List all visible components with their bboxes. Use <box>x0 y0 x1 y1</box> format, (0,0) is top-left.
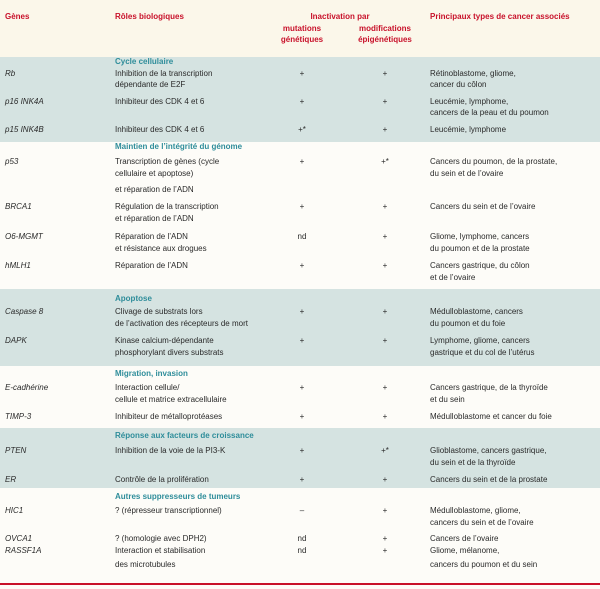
mutation-value: + <box>299 157 305 166</box>
cancer-line: cancers du poumon et du sein <box>430 560 538 569</box>
section-cycle-cellulaire <box>0 57 600 142</box>
gene-name: TIMP-3 <box>5 412 32 421</box>
epigenetic-value: + <box>382 475 388 484</box>
section-autres-suppresseurs <box>0 488 600 583</box>
table-row <box>0 124 600 140</box>
epigenetic-value: + <box>382 97 388 106</box>
mutation-value: + <box>299 475 305 484</box>
epigenetic-value: + <box>382 383 388 392</box>
section-title: Cycle cellulaire <box>115 57 174 66</box>
section-title: Migration, invasion <box>115 369 188 378</box>
header-epigenetiques: épigénétiques <box>358 35 412 44</box>
section-apoptose <box>0 289 600 366</box>
table-row <box>0 201 600 229</box>
table-row <box>0 382 600 410</box>
mutation-value: + <box>299 307 305 316</box>
epigenetic-value: + <box>382 232 388 241</box>
mutation-value: nd <box>297 534 307 543</box>
cancer-line: Leucémie, lymphome <box>430 125 507 134</box>
cancer-line: du sein et de la thyroïde <box>430 458 516 467</box>
epigenetic-value: + <box>382 336 388 345</box>
role-line: Inhibiteur des CDK 4 et 6 <box>115 97 205 106</box>
role-line: Inhibiteur de métalloprotéases <box>115 412 223 421</box>
cancer-line: Cancers du sein et de la prostate <box>430 475 548 484</box>
epigenetic-value: + <box>382 307 388 316</box>
cancer-line: Médulloblastome, gliome, <box>430 506 521 515</box>
role-line: Régulation de la transcription <box>115 202 219 211</box>
gene-name: RASSF1A <box>5 546 42 555</box>
cancer-line: Médulloblastome, cancers <box>430 307 523 316</box>
table-row <box>0 96 600 122</box>
cancer-line: gastrique et du col de l’utérus <box>430 348 535 357</box>
section-integrite-genome <box>0 142 600 289</box>
header-genetiques: génétiques <box>280 35 324 44</box>
cancer-line: Médulloblastome et cancer du foie <box>430 412 552 421</box>
cancer-line: du poumon et de la prostate <box>430 244 530 253</box>
epigenetic-value: + <box>382 125 388 134</box>
epigenetic-value: + <box>382 69 388 78</box>
mutation-value: + <box>299 412 305 421</box>
cancer-line: Gliome, mélanome, <box>430 546 500 555</box>
cancer-line: cancers de la peau et du poumon <box>430 108 549 117</box>
gene-name: p16 INK4A <box>5 97 44 106</box>
mutation-value: nd <box>297 232 307 241</box>
table-row <box>0 335 600 363</box>
table-row <box>0 474 600 488</box>
cancer-line: du sein et de l’ovaire <box>430 169 504 178</box>
header-genes: Gènes <box>5 12 30 21</box>
header-mutations: mutations <box>282 24 322 33</box>
epigenetic-value: + <box>382 261 388 270</box>
mutation-value: + <box>299 202 305 211</box>
role-line: Inhibiteur des CDK 4 et 6 <box>115 125 205 134</box>
role-line: et réparation de l’ADN <box>115 214 194 223</box>
table-row <box>0 545 600 573</box>
role-line: Réparation de l’ADN <box>115 232 188 241</box>
section-title: Maintien de l’intégrité du génome <box>115 142 243 151</box>
header-inactivation: Inactivation par <box>310 12 370 21</box>
section-facteurs-croissance <box>0 428 600 488</box>
cancer-line: Gliome, lymphome, cancers <box>430 232 530 241</box>
gene-name: hMLH1 <box>5 261 31 270</box>
table-bottom-rule <box>0 583 600 585</box>
gene-name: Rb <box>5 69 16 78</box>
mutation-value: + <box>299 336 305 345</box>
role-line: Inhibition de la transcription <box>115 69 213 78</box>
cancer-line: Cancers de l’ovaire <box>430 534 499 543</box>
epigenetic-value: + <box>382 202 388 211</box>
role-line: des microtubules <box>115 560 176 569</box>
cancer-line: Cancers du sein et de l’ovaire <box>430 202 536 211</box>
section-title: Réponse aux facteurs de croissance <box>115 431 254 440</box>
gene-name: ER <box>5 475 17 484</box>
role-line: Contrôle de la prolifération <box>115 475 209 484</box>
epigenetic-value: + <box>382 506 388 515</box>
cancer-line: Leucémie, lymphome, <box>430 97 509 106</box>
mutation-value: + <box>299 261 305 270</box>
epigenetic-value: + <box>382 412 388 421</box>
cancer-line: Rétinoblastome, gliome, <box>430 69 516 78</box>
role-line: cellulaire et apoptose) <box>115 169 194 178</box>
mutation-value: + <box>299 383 305 392</box>
cancer-line: du poumon et du foie <box>430 319 506 328</box>
gene-name: BRCA1 <box>5 202 32 211</box>
role-line: phosphorylant divers substrats <box>115 348 224 357</box>
gene-name: O6-MGMT <box>5 232 43 241</box>
table-row <box>0 231 600 259</box>
table-row <box>0 505 600 533</box>
header-cancers: Principaux types de cancer associés <box>430 12 570 21</box>
section-title: Apoptose <box>115 294 152 303</box>
cancer-line: Cancers gastrique, de la thyroïde <box>430 383 548 392</box>
role-line: Interaction et stabilisation <box>115 546 206 555</box>
cancer-line: et du sein <box>430 395 465 404</box>
epigenetic-value: +* <box>381 157 389 166</box>
role-line: dépendante de E2F <box>115 80 186 89</box>
role-line: Interaction cellule/ <box>115 383 180 392</box>
gene-name: PTEN <box>5 446 27 455</box>
cancer-line: Cancers gastrique, du côlon <box>430 261 530 270</box>
role-line: cellule et matrice extracellulaire <box>115 395 227 404</box>
epigenetic-value: +* <box>381 446 389 455</box>
mutation-value: – <box>299 506 305 515</box>
table-row <box>0 156 600 200</box>
cancer-line: Cancers du poumon, de la prostate, <box>430 157 558 166</box>
role-line: ? (répresseur transcriptionnel) <box>115 506 222 515</box>
gene-name: DAPK <box>5 336 27 345</box>
epigenetic-value: + <box>382 534 388 543</box>
role-line: Kinase calcium-dépendante <box>115 336 214 345</box>
role-line: et résistance aux drogues <box>115 244 207 253</box>
header-roles: Rôles biologiques <box>115 12 184 21</box>
table-row <box>0 68 600 98</box>
table-row <box>0 260 600 288</box>
role-line: Réparation de l’ADN <box>115 261 188 270</box>
mutation-value: +* <box>298 125 306 134</box>
mutation-value: + <box>299 97 305 106</box>
role-line: de l’activation des récepteurs de mort <box>115 319 248 328</box>
gene-name: OVCA1 <box>5 534 33 543</box>
section-title: Autres suppresseurs de tumeurs <box>115 492 241 501</box>
gene-name: Caspase 8 <box>5 307 44 316</box>
role-line: Inhibition de la voie de la PI3-K <box>115 446 226 455</box>
table-row <box>0 445 600 473</box>
cancer-line: cancer du côlon <box>430 80 487 89</box>
cancer-line: Lymphome, gliome, cancers <box>430 336 530 345</box>
table-row <box>0 306 600 334</box>
mutation-value: + <box>299 69 305 78</box>
mutation-value: nd <box>297 546 307 555</box>
gene-name: p15 INK4B <box>5 125 44 134</box>
table-row <box>0 411 600 427</box>
cancer-line: et de l’ovaire <box>430 273 476 282</box>
role-line: ? (homologie avec DPH2) <box>115 534 207 543</box>
role-line: Transcription de gènes (cycle <box>115 157 220 166</box>
role-line: et réparation de l’ADN <box>115 185 194 194</box>
cancer-line: cancers du sein et de l’ovaire <box>430 518 534 527</box>
section-migration-invasion <box>0 366 600 428</box>
mutation-value: + <box>299 446 305 455</box>
epigenetic-value: + <box>382 546 388 555</box>
gene-name: p53 <box>5 157 19 166</box>
header-modifications: modifications <box>358 24 411 33</box>
gene-name: E-cadhérine <box>5 383 49 392</box>
role-line: Clivage de substrats lors <box>115 307 203 316</box>
cancer-line: Glioblastome, cancers gastrique, <box>430 446 547 455</box>
gene-name: HIC1 <box>5 506 24 515</box>
